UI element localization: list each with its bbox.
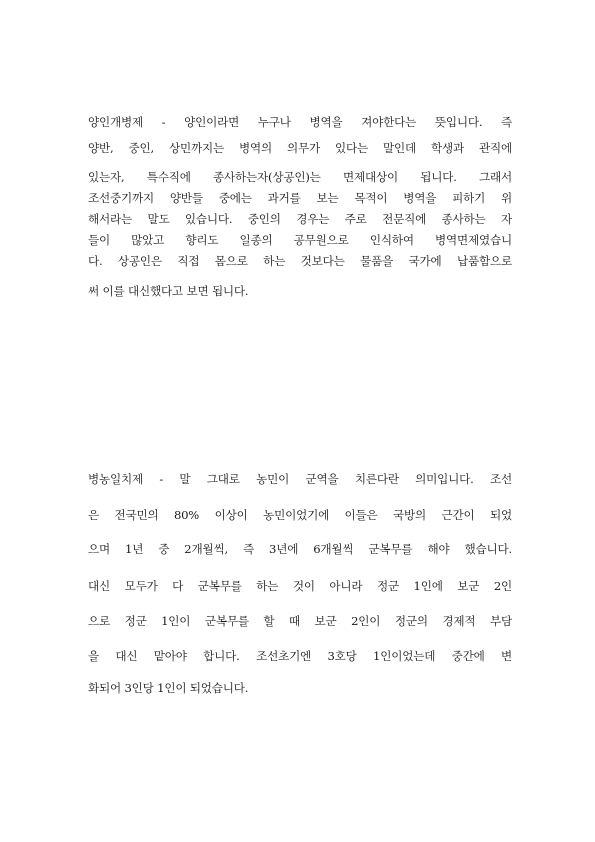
text-line: 화되어 3인당 1인이 되었습니다. bbox=[88, 681, 249, 695]
text-line: 대신 모두가 다 군복무를 하는 것이 아니라 정군 1인에 보군 2인 bbox=[88, 579, 512, 593]
text-line: 양인개병제 - 양인이라면 누구나 병역을 져야한다는 뜻입니다. 즉 bbox=[88, 115, 512, 129]
text-line: 조선중기까지 양반들 중에는 과거를 보는 목적이 병역을 피하기 위 bbox=[88, 191, 512, 205]
text-line: 있는자, 특수직에 종사하는자(상공인)는 면제대상이 됩니다. 그래서 bbox=[88, 170, 512, 184]
text-line: 을 대신 맡아야 합니다. 조선초기엔 3호당 1인이었는데 중간에 변 bbox=[88, 649, 512, 663]
text-line: 다. 상공인은 직접 몸으로 하는 것보다는 물품을 국가에 납품함으로 bbox=[88, 254, 512, 268]
paragraph-byeongnong-ilchije bbox=[88, 471, 512, 696]
text-line: 해서라는 말도 있습니다. 중인의 경우는 주로 전문직에 종사하는 자 bbox=[88, 212, 512, 226]
text-line: 써 이를 대신했다고 보면 됩니다. bbox=[88, 284, 249, 298]
text-line: 은 전국민의 80% 이상이 농민이었기에 이들은 국방의 근간이 되었 bbox=[88, 508, 512, 522]
text-line: 으로 정군 1인이 군복무를 할 때 보군 2인이 정군의 경제적 부담 bbox=[88, 614, 512, 628]
text-line: 병농일치제 - 말 그대로 농민이 군역을 치른다란 의미입니다. 조선 bbox=[88, 472, 512, 486]
paragraph-yangin-gaebyeongje bbox=[88, 114, 512, 299]
text-line: 들이 많았고 향리도 일종의 공무원으로 인식하여 병역면제였습니 bbox=[88, 233, 512, 247]
text-line: 으며 1년 중 2개월씩, 즉 3년에 6개월씩 군복무를 해야 했습니다. bbox=[88, 542, 512, 556]
text-line: 양반, 중인, 상민까지는 병역의 의무가 있다는 말인데 학생과 관직에 bbox=[88, 141, 512, 155]
